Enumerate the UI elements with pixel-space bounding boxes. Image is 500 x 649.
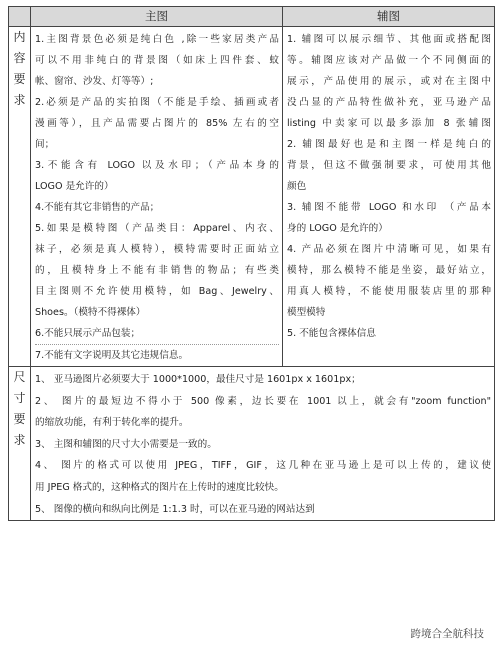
size-requirements-label — [9, 367, 31, 521]
watermark-text: 跨境合全航科技 — [410, 628, 484, 640]
main-req-line: 6.不能只展示产品包装； — [35, 328, 141, 339]
size-req-line: 的缩放功能，有利于转化率的提升。 — [35, 417, 189, 429]
main-req-line: 5.如果是模特图（产品类目：Apparel、内衣、 — [35, 223, 279, 234]
aux-req-line: 5. 不能包含裸体信息 — [287, 328, 376, 339]
main-req-line: 1.主图背景色必须是纯白色 ,除一些家居类产品 — [35, 34, 279, 45]
aux-req-line: listing 中卖家可以最多添加 8 张辅图 — [287, 118, 491, 129]
side-char: 容 — [13, 51, 26, 65]
side-char: 尺 — [13, 370, 26, 384]
main-req-line: LOGO 是允许的） — [35, 181, 114, 192]
main-req-line: 间； — [35, 139, 55, 150]
aux-req-line: 等。辅图应该对产品做一个不同侧面的 — [287, 55, 491, 66]
side-char: 要 — [13, 412, 26, 426]
aux-req-line: 身的 LOGO 是允许的） — [287, 223, 388, 234]
requirements-table — [8, 6, 495, 521]
size-requirements — [31, 367, 495, 521]
side-char: 内 — [13, 30, 26, 44]
header-aux-image: 辅图 — [283, 7, 495, 27]
aux-req-line: 3. 辅图不能带 LOGO 和水印 （产品本 — [287, 202, 491, 213]
main-req-line: 可以不用非纯白的背景图（如床上四件套、蚊 — [35, 55, 279, 66]
main-req-line: 目主图则不允许使用模特，如 Bag、Jewelry、 — [35, 286, 279, 297]
side-char: 求 — [13, 93, 26, 107]
side-char: 寸 — [13, 391, 26, 405]
aux-req-line: 用真人模特，不能使用服装店里的那种 — [287, 286, 491, 297]
size-req-line: 3、 主图和辅图的尺寸大小需要是一致的。 — [35, 438, 217, 450]
header-main-image: 主图 — [31, 7, 283, 27]
aux-req-line: 颜色 — [287, 181, 307, 192]
aux-req-line: 背景，但这不做强制要求，可使用其他 — [287, 160, 491, 171]
side-char: 要 — [13, 72, 26, 86]
aux-req-line: 1. 辅图可以展示细节、其他面或搭配图 — [287, 34, 491, 45]
content-requirements-label — [9, 27, 31, 367]
header-row — [9, 7, 495, 27]
size-req-line: 1、 亚马逊图片必须要大于 1000*1000，最佳尺寸是 1601px x 1601px； — [35, 374, 361, 385]
main-req-line: 2.必须是产品的实拍图（不能是手绘、插画或者 — [35, 97, 279, 108]
content-requirements-row — [9, 27, 495, 367]
size-req-line: 用 JPEG 格式的，这种格式的图片在上传时的速度比较快。 — [35, 481, 284, 493]
main-req-line: 漫画等），且产品需要占图片的 85% 左右的空 — [35, 118, 279, 129]
main-req-line: 袜子，必须是真人模特），模特需要时正面站立 — [35, 244, 279, 255]
aux-req-line: 模型模特 — [287, 307, 326, 318]
size-req-line: 4、 图片的格式可以使用 JPEG，TIFF，GIF，这几种在亚马逊上是可以上传的，建议使 — [35, 460, 491, 472]
main-image-requirements — [31, 27, 283, 367]
side-char: 求 — [13, 433, 26, 447]
main-req-line: 的，且模特身上不能有非销售的物品；有些类 — [35, 265, 279, 276]
aux-image-requirements — [283, 27, 495, 367]
main-req-line: 4.不能有其它非销售的产品； — [35, 202, 160, 213]
aux-req-line: 展示，产品使用的展示，或对在主图中 — [287, 76, 491, 87]
size-requirements-row — [9, 367, 495, 521]
main-req-line: 3.不能含有 LOGO 以及水印；（产品本身的 — [35, 160, 279, 171]
aux-req-line: 模特，那么模特不能是坐姿，最好站立， — [287, 265, 491, 276]
main-req-line: 帐、窗帘、沙发、灯等等）; — [35, 76, 154, 87]
main-req-line: 7.不能有文字说明及其它违规信息。 — [35, 344, 279, 366]
aux-req-line: 4. 产品必须在图片中清晰可见，如果有 — [287, 244, 491, 255]
main-req-line: Shoes。（模特不得裸体） — [35, 307, 146, 318]
size-req-line: 2、 图片的最短边不得小于 500 像素，边长要在 1001 以上，就会有"zoom function" — [35, 395, 491, 407]
aux-req-line: 没凸显的产品特性做补充，亚马逊产品 — [287, 97, 491, 108]
header-corner — [9, 7, 31, 27]
aux-req-line: 2. 辅图最好也是和主图一样是纯白的 — [287, 139, 491, 150]
size-req-line: 5、 图像的横向和纵向比例是 1:1.3 时，可以在亚马逊的网站达到 — [35, 503, 315, 515]
